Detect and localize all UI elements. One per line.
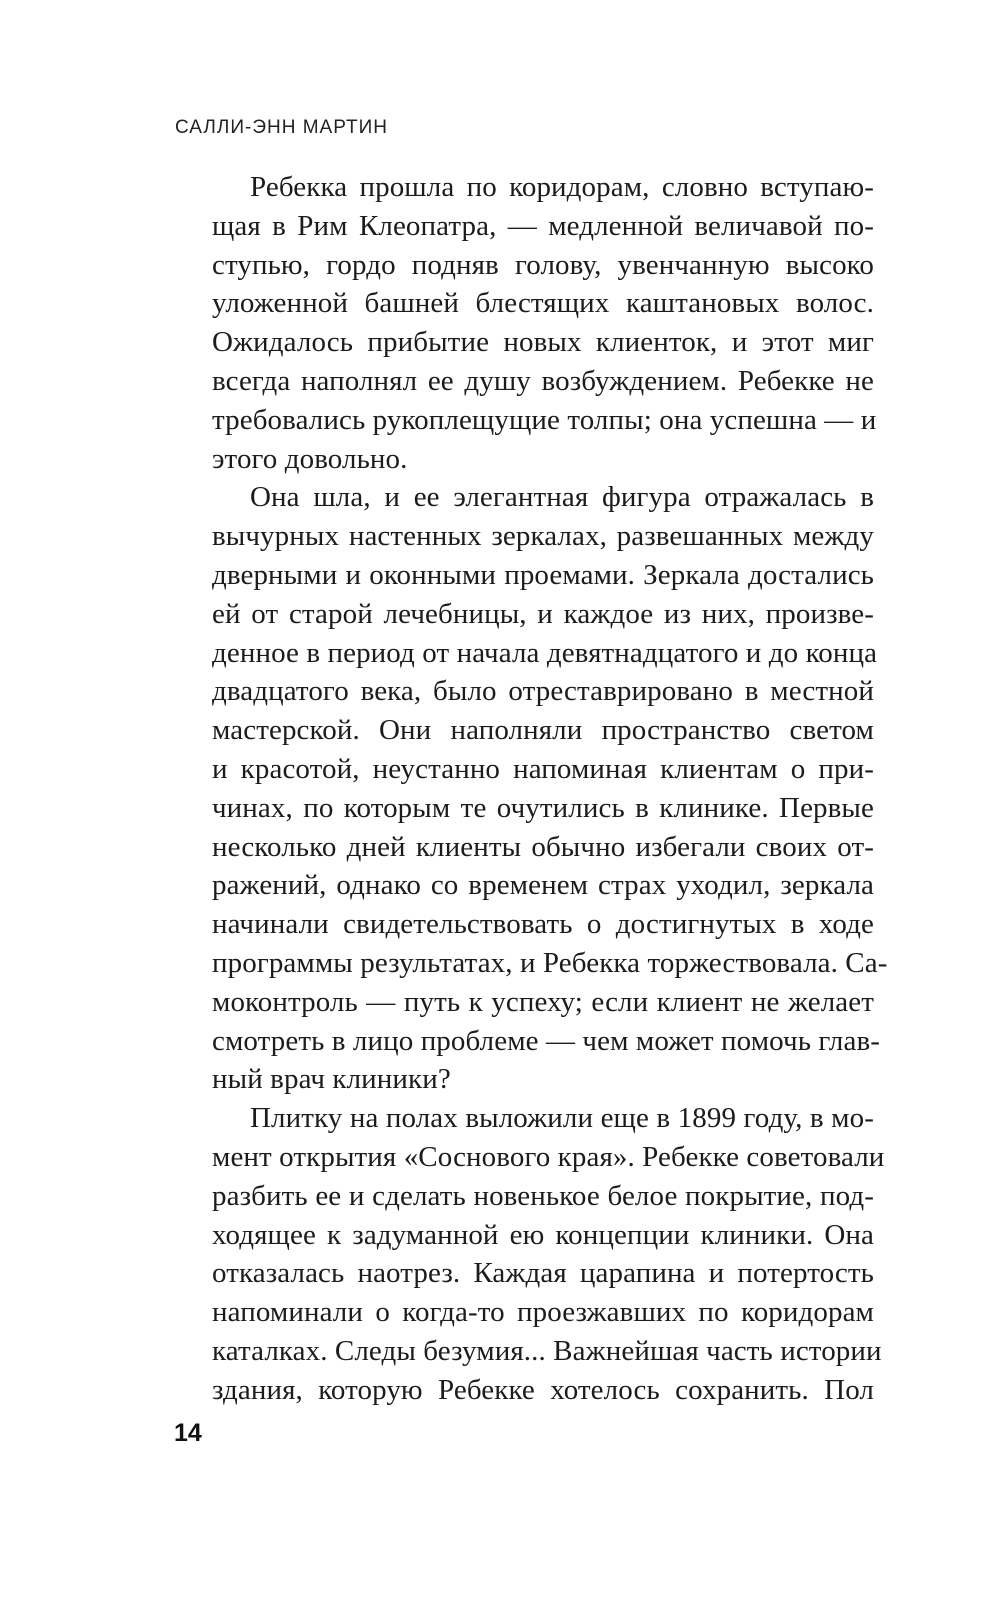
text-line: Ожидалось прибытие новых клиенток, и этот миг (212, 326, 874, 359)
text-line: мастерской. Они наполняли пространство светом (212, 714, 874, 747)
text-line: ей от старой лечебницы, и каждое из них, произве- (212, 597, 874, 630)
text-line: дверными и оконными проемами. Зеркала достались (212, 558, 874, 591)
body-text (174, 168, 888, 1410)
paragraph-3 (174, 1099, 885, 1409)
text-line: двадцатого века, было отреставрировано в местной (212, 675, 874, 708)
text-line: денное в период от начала девятнадцатого и до конца (212, 636, 878, 669)
paragraph-2 (174, 478, 888, 1099)
text-line: программы результатах, и Ребекка торжествовала. Са- (212, 946, 888, 979)
running-head-author: САЛЛИ-ЭНН МАРТИН (175, 117, 388, 138)
text-line: чинах, по которым те очутились в клинике. Первые (212, 791, 874, 824)
text-line: щая в Рим Клеопатра, — медленной величавой по- (212, 209, 874, 242)
text-line: напоминали о когда-то проезжавших по коридорам (212, 1296, 874, 1329)
text-line: ходящее к задуманной ею концепции клиники. Она (212, 1218, 874, 1251)
text-line: мент открытия «Соснового края». Ребекке советовали (212, 1140, 885, 1173)
text-line: здания, которую Ребекке хотелось сохранить. Пол (212, 1373, 874, 1406)
text-line: отказалась наотрез. Каждая царапина и потертость (212, 1257, 874, 1290)
text-line: ный врач клиники? (212, 1063, 451, 1096)
text-line: вычурных настенных зеркалах, развешанных между (212, 520, 874, 553)
text-line: уложенной башней блестящих каштановых волос. (212, 287, 874, 320)
text-line: разбить ее и сделать новенькое белое покрытие, под- (212, 1179, 874, 1212)
text-line: моконтроль — путь к успеху; если клиент не желает (212, 985, 874, 1018)
page-number: 14 (174, 1419, 202, 1447)
text-line: начинали свидетельствовать о достигнутых в ходе (212, 908, 874, 941)
text-line: Ребекка прошла по коридорам, словно вступаю- (250, 171, 874, 203)
text-line: Плитку на полах выложили еще в 1899 году, в мо- (250, 1102, 874, 1135)
text-line: всегда наполнял ее душу возбуждением. Ребекке не (212, 364, 874, 397)
paragraph-1 (174, 168, 877, 478)
text-line: ступью, гордо подняв голову, увенчанную высоко (212, 248, 874, 281)
text-line: каталках. Следы безумия... Важнейшая часть истории (212, 1334, 882, 1367)
text-line: этого довольно. (212, 442, 408, 475)
text-line: ражений, однако со временем страх уходил, зеркала (212, 869, 874, 902)
text-line: и красотой, неустанно напоминая клиентам о при- (212, 752, 874, 785)
text-line: несколько дней клиенты обычно избегали своих от- (212, 830, 874, 863)
text-line: Она шла, и ее элегантная фигура отражалась в (250, 481, 874, 514)
text-line: смотреть в лицо проблеме — чем может помочь глав- (212, 1024, 880, 1057)
text-line: требовались рукоплещущие толпы; она успешна — и (212, 403, 877, 436)
